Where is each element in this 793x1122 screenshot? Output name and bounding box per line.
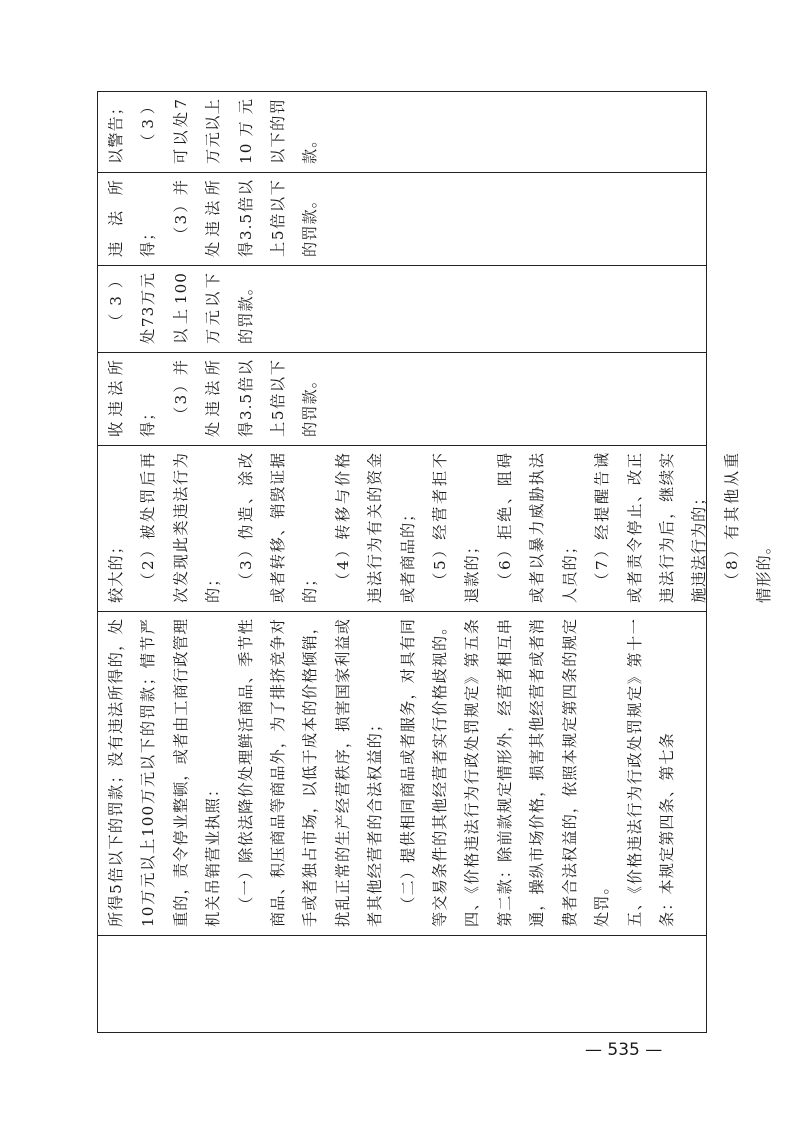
penalty-table <box>97 91 774 1033</box>
text-line: （4）转移与价格违法行为有关的资金或者商品的； <box>333 452 417 603</box>
column-e-text <box>98 446 774 611</box>
text-line: （8）有其他从重情形的。 <box>722 452 774 603</box>
table-column-f <box>98 612 706 935</box>
page-number: — 535 — <box>585 1040 663 1060</box>
text-line: （3）伪造、涂改或者转移、销毁证据的； <box>236 452 320 603</box>
text-line: 收违法所得； <box>107 359 158 437</box>
text-line: （6）拒绝、阻碍或者以暴力威胁执法人员的； <box>495 452 579 603</box>
table-column-b <box>98 173 706 265</box>
table-column-c <box>98 266 706 352</box>
column-a-text <box>98 92 708 172</box>
column-c-text <box>98 266 708 352</box>
text-line: （二）提供相同商品或者服务，对具有同等交易条件的其他经营者实行价格歧视的。 <box>398 618 450 927</box>
text-line: （2）被处罚后再次发现此类违法行为的； <box>139 452 223 603</box>
table-column-d <box>98 353 706 445</box>
column-b-text <box>98 173 708 265</box>
text-line: 所得5倍以下的罚款；没有违法所得的，处10万元以上100万元以下的罚款；情节严重的，责令停业整顿，或者由工商行政管理机关吊销营业执照： <box>107 618 223 927</box>
text-line: （一）除依法降价处理鲜活商品、季节性商品、积压商品等商品外，为了排挤竞争对手或者独占市场，以低于成本的价格倾销，扰乱正常的生产经营秩序，损害国家利益或者其他经营者的合法权益的； <box>236 618 385 927</box>
text-line: 较大的； <box>107 538 125 603</box>
text-line: 违法所得； <box>107 179 158 257</box>
table-column-empty <box>98 936 706 1032</box>
text-line: （5）经营者拒不退款的； <box>431 452 482 603</box>
column-f-text <box>98 612 708 935</box>
text-line: （3）可以处7万元以上10万元以下的罚款。 <box>139 98 320 164</box>
column-d-text <box>98 353 708 445</box>
text-line: （3）处73万元以上100万元以下的罚款。 <box>107 272 255 344</box>
text-line: （3）并处违法所得3.5倍以上5倍以下的罚款。 <box>171 179 320 257</box>
table-column-e <box>98 446 774 611</box>
table-column-a <box>98 92 706 172</box>
text-line: 以警告； <box>107 99 125 164</box>
text-line: 四、《价格违法行为行政处罚规定》第五条第二款：除前款规定情形外，经营者相互串通，操纵市场价格，损害其他经营者或者消费者合法权益的，依照本规定第四条的规定处罚。 <box>463 618 612 927</box>
text-line: （7）经提醒告诫或者责令停止、改正违法行为后，继续实施违法行为的； <box>593 452 709 603</box>
text-line: （3）并处违法所得3.5倍以上5倍以下的罚款。 <box>171 359 320 437</box>
text-line: 五、《价格违法行为行政处罚规定》第十一条：本规定第四条、第七条 <box>625 618 676 927</box>
